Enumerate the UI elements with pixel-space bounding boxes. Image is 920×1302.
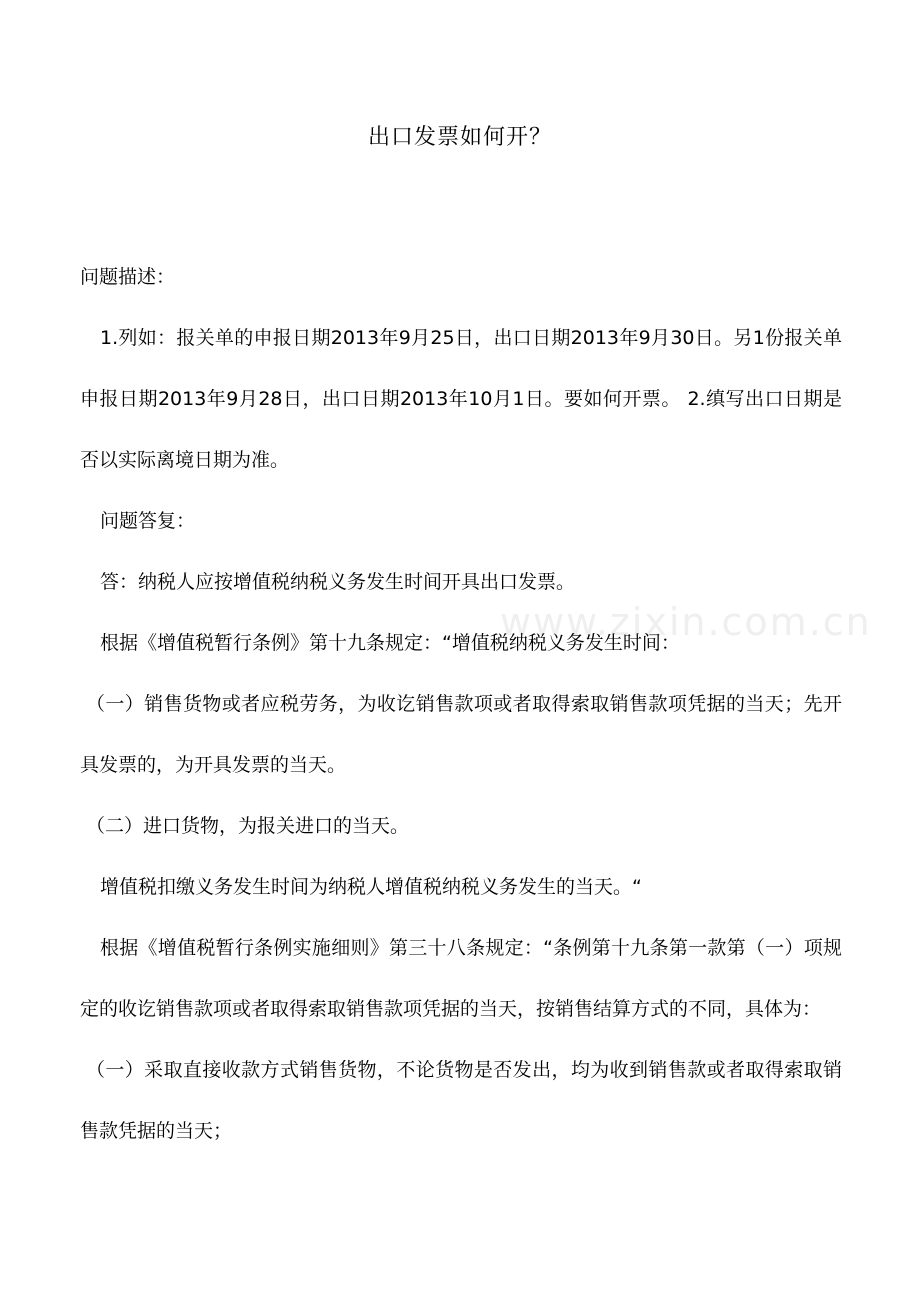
paragraph-question-detail: 1.列如：报关单的申报日期2013年9月25日，出口日期2013年9月30日。另1份报关单申报日期2013年9月28日，出口日期2013年10月1日。要如何开票。 2.缜写出口日期是否以实际离境日期为准。 (80, 327, 842, 471)
paragraph-clause-1: （一）销售货物或者应税劳务，为收讫销售款项或者取得索取销售款项凭据的当天；先开具发票的，为开具发票的当天。 (80, 693, 842, 776)
paragraph-regulation-38: 根据《增值税暂行条例实施细则》第三十八条规定：“条例第十九条第一款第（一）项规定的收讫销售款项或者取得索取销售款项凭据的当天，按销售结算方式的不同，具体为： (80, 937, 842, 1020)
paragraph-direct-collection: （一）采取直接收款方式销售货物，不论货物是否发出，均为收到销售款或者取得索取销售款凭据的当天； (80, 1059, 842, 1142)
paragraph-clause-2: （二）进口货物，为报关进口的当天。 (86, 815, 410, 837)
paragraph-question-heading: 问题描述： (80, 266, 176, 288)
watermark: www.zixin.com.cn (500, 600, 872, 644)
paragraph-answer: 答：纳税人应按增值税纳税义务发生时间开具出口发票。 (100, 571, 576, 593)
paragraph-regulation-19: 根据《增值税暂行条例》第十九条规定：“增值税纳税义务发生时间： (100, 632, 680, 654)
paragraph-withholding: 增值税扣缴义务发生时间为纳税人增值税纳税义务发生的当天。“ (100, 876, 642, 898)
document-title: 出口发票如何开？ (367, 125, 552, 150)
paragraph-answer-heading: 问题答复： (100, 510, 196, 532)
document-body (80, 247, 842, 1162)
